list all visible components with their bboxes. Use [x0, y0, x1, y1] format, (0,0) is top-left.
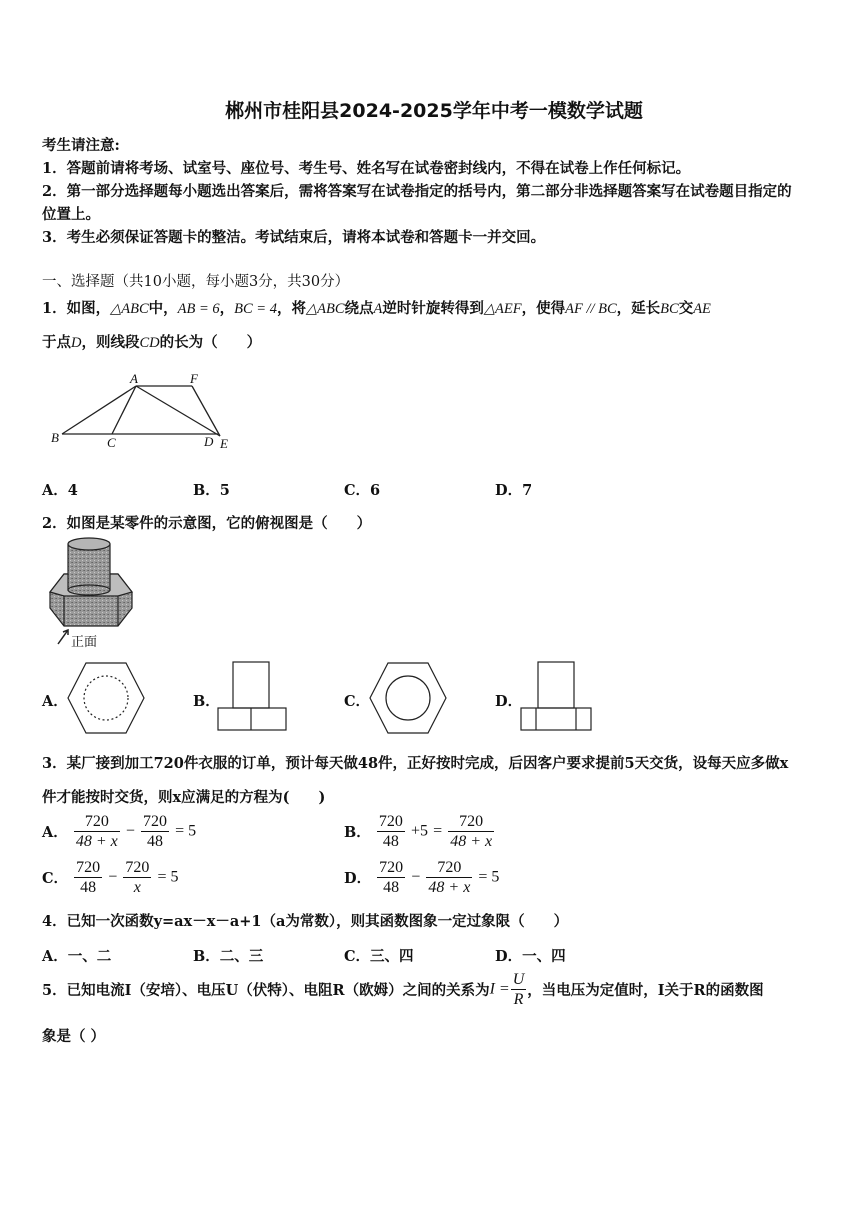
q1-option-b: B．5: [193, 482, 230, 499]
q1-stem-line1: 1．如图，△ABC中，AB = 6，BC = 4，将△ABC绕点A逆时针旋转得到△AEF，使得AF // BC，延长BC交AE: [42, 300, 711, 317]
q2-part-figure: [44, 534, 144, 652]
q2-option-d-figure: [519, 660, 593, 732]
q3-option-b: B． $\frac{720}{48}$ +5 = $\frac{720}{48 + x}$: [344, 813, 493, 850]
q2-option-a-letter: A．: [42, 693, 68, 710]
notice-item: 3．考生必须保证答题卡的整洁。考试结束后，请将本试卷和答题卡一并交回。: [42, 229, 546, 246]
q5-stem-line1: 5．已知电流I（安培）、电压U（伏特）、电阻R（欧姆）之间的关系为I = $\frac{U}{R}$ ，当电压为定值时，I关于R的函数图: [42, 971, 764, 1008]
q5-stem-line2: 象是（ ）: [42, 1028, 106, 1045]
q2-option-b-figure: [216, 660, 288, 732]
label-C: C: [107, 435, 116, 450]
section-heading: 一、选择题（共10小题，每小题3分，共30分）: [42, 274, 350, 290]
q2-option-c-letter: C．: [344, 693, 371, 710]
q3-option-d: D． $\frac{720}{48}$ − $\frac{720}{48 + x}$ = 5: [344, 859, 500, 896]
page-title: 郴州市桂阳县2024-2025学年中考一模数学试题: [225, 100, 643, 122]
q3-option-c: C． $\frac{720}{48}$ − $\frac{720}{x}$ = 5: [42, 859, 179, 896]
q1-option-c: C．6: [344, 482, 381, 499]
q4-stem: 4．已知一次函数y=ax－x－a+1（a为常数），则其函数图象一定过象限（ ）: [42, 913, 569, 930]
notice-item: 1．答题前请将考场、试室号、座位号、考生号、姓名写在试卷密封线内，不得在试卷上作任何标记。: [42, 160, 691, 177]
label-B: B: [51, 430, 59, 445]
label-A: A: [130, 371, 138, 386]
front-label: 正面: [71, 635, 98, 650]
q2-option-b-letter: B．: [193, 693, 220, 710]
q3-stem-line2: 件才能按时交货，则x应满足的方程为( ): [42, 789, 326, 806]
notice-item: 位置上。: [42, 206, 100, 223]
label-D: D: [204, 434, 214, 449]
q2-option-a-figure: [66, 660, 146, 736]
q2-option-c-figure: [368, 660, 448, 736]
notice-heading: 考生请注意:: [42, 137, 120, 154]
q3-stem-line1: 3．某厂接到加工720件衣服的订单，预计每天做48件，正好按时完成，后因客户要求提前5天交货，设每天应多做x: [42, 755, 789, 772]
label-F: F: [190, 371, 198, 386]
q4-option-c: C．三、四: [344, 948, 414, 965]
q1-figure: [40, 370, 250, 455]
q2-option-d-letter: D．: [495, 693, 523, 710]
q1-option-d: D．7: [495, 482, 533, 499]
label-E: E: [220, 436, 228, 451]
q1-option-a: A．4: [42, 482, 78, 499]
q1-stem-line2: 于点D，则线段CD的长为（ ）: [42, 334, 262, 351]
q2-stem: 2．如图是某零件的示意图，它的俯视图是（ ）: [42, 515, 372, 532]
q4-option-b: B．二、三: [193, 948, 264, 965]
q3-option-a: A． $\frac{720}{48 + x}$ − $\frac{720}{48}$ = 5: [42, 813, 197, 850]
q4-option-d: D．一、四: [495, 948, 566, 965]
q4-option-a: A．一、二: [42, 948, 112, 965]
notice-item: 2．第一部分选择题每小题选出答案后，需将答案写在试卷指定的括号内，第二部分非选择题答案写在试卷题目指定的: [42, 183, 792, 200]
